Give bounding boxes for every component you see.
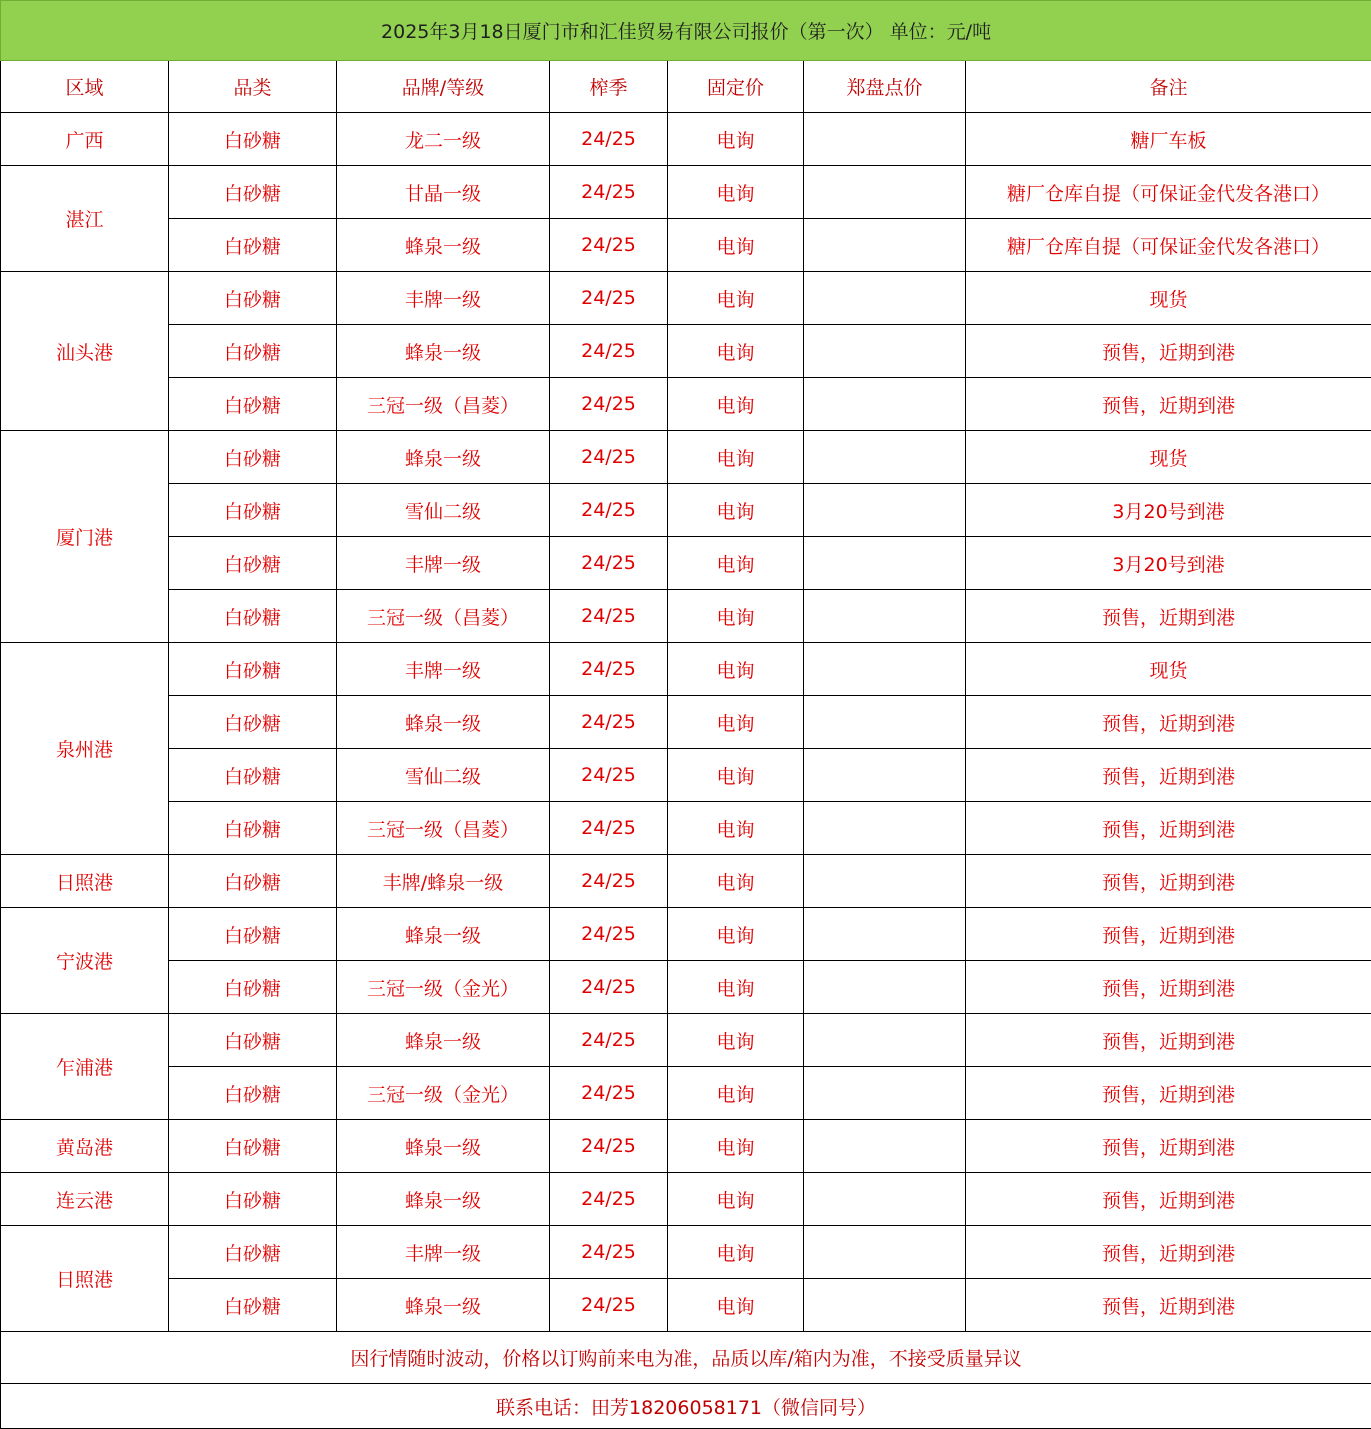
- cell-fixed-price: 电询: [668, 908, 804, 961]
- cell-season: 24/25: [550, 1014, 668, 1067]
- cell-brand-grade: 丰牌一级: [337, 643, 550, 696]
- cell-category: 白砂糖: [169, 484, 337, 537]
- cell-category: 白砂糖: [169, 961, 337, 1014]
- cell-region: 广西: [1, 113, 169, 166]
- cell-category: 白砂糖: [169, 908, 337, 961]
- table-row: [1, 1173, 1371, 1226]
- cell-brand-grade: 蜂泉一级: [337, 431, 550, 484]
- table-row: [1, 166, 1371, 219]
- cell-remark: 预售，近期到港: [966, 802, 1371, 855]
- cell-category: 白砂糖: [169, 1279, 337, 1332]
- cell-category: 白砂糖: [169, 1014, 337, 1067]
- cell-fixed-price: 电询: [668, 1120, 804, 1173]
- footer-note: 因行情随时波动，价格以订购前来电为准，品质以库/箱内为准，不接受质量异议: [1, 1332, 1371, 1384]
- cell-region: 厦门港: [1, 431, 169, 643]
- cell-brand-grade: 蜂泉一级: [337, 696, 550, 749]
- cell-futures-basis: [804, 325, 966, 378]
- cell-brand-grade: 三冠一级（金光）: [337, 961, 550, 1014]
- cell-season: 24/25: [550, 908, 668, 961]
- cell-brand-grade: 蜂泉一级: [337, 1120, 550, 1173]
- cell-fixed-price: 电询: [668, 325, 804, 378]
- table-row: [1, 378, 1371, 431]
- cell-remark: 现货: [966, 431, 1371, 484]
- cell-season: 24/25: [550, 537, 668, 590]
- cell-fixed-price: 电询: [668, 272, 804, 325]
- cell-futures-basis: [804, 166, 966, 219]
- header-brand-grade: 品牌/等级: [337, 61, 550, 113]
- cell-remark: 现货: [966, 272, 1371, 325]
- cell-season: 24/25: [550, 272, 668, 325]
- cell-brand-grade: 蜂泉一级: [337, 908, 550, 961]
- cell-category: 白砂糖: [169, 325, 337, 378]
- cell-brand-grade: 雪仙二级: [337, 749, 550, 802]
- cell-category: 白砂糖: [169, 1173, 337, 1226]
- cell-remark: 预售，近期到港: [966, 1014, 1371, 1067]
- cell-futures-basis: [804, 1014, 966, 1067]
- cell-fixed-price: 电询: [668, 855, 804, 908]
- cell-region: 黄岛港: [1, 1120, 169, 1173]
- cell-fixed-price: 电询: [668, 1173, 804, 1226]
- table-row: [1, 325, 1371, 378]
- table-row: [1, 1279, 1371, 1332]
- table-row: [1, 696, 1371, 749]
- cell-remark: 糖厂仓库自提（可保证金代发各港口）: [966, 166, 1371, 219]
- cell-season: 24/25: [550, 166, 668, 219]
- cell-region: 泉州港: [1, 643, 169, 855]
- cell-futures-basis: [804, 1120, 966, 1173]
- cell-category: 白砂糖: [169, 378, 337, 431]
- cell-remark: 预售，近期到港: [966, 378, 1371, 431]
- cell-futures-basis: [804, 1226, 966, 1279]
- cell-futures-basis: [804, 1173, 966, 1226]
- cell-brand-grade: 蜂泉一级: [337, 1173, 550, 1226]
- cell-season: 24/25: [550, 590, 668, 643]
- cell-season: 24/25: [550, 431, 668, 484]
- cell-brand-grade: 三冠一级（昌菱）: [337, 378, 550, 431]
- cell-brand-grade: 蜂泉一级: [337, 325, 550, 378]
- cell-category: 白砂糖: [169, 696, 337, 749]
- cell-region: 宁波港: [1, 908, 169, 1014]
- cell-fixed-price: 电询: [668, 961, 804, 1014]
- cell-fixed-price: 电询: [668, 696, 804, 749]
- cell-season: 24/25: [550, 855, 668, 908]
- cell-region: 连云港: [1, 1173, 169, 1226]
- cell-fixed-price: 电询: [668, 378, 804, 431]
- table-row: [1, 1226, 1371, 1279]
- cell-season: 24/25: [550, 219, 668, 272]
- table-row: [1, 113, 1371, 166]
- contact-row: [1, 1384, 1371, 1429]
- cell-season: 24/25: [550, 961, 668, 1014]
- cell-futures-basis: [804, 590, 966, 643]
- cell-fixed-price: 电询: [668, 166, 804, 219]
- cell-futures-basis: [804, 113, 966, 166]
- cell-fixed-price: 电询: [668, 1226, 804, 1279]
- cell-season: 24/25: [550, 696, 668, 749]
- cell-futures-basis: [804, 696, 966, 749]
- cell-category: 白砂糖: [169, 1226, 337, 1279]
- cell-futures-basis: [804, 378, 966, 431]
- header-season: 榨季: [550, 61, 668, 113]
- header-remark: 备注: [966, 61, 1371, 113]
- table-row: [1, 855, 1371, 908]
- cell-season: 24/25: [550, 1067, 668, 1120]
- cell-category: 白砂糖: [169, 643, 337, 696]
- table-row: [1, 961, 1371, 1014]
- cell-region: 湛江: [1, 166, 169, 272]
- cell-fixed-price: 电询: [668, 590, 804, 643]
- cell-futures-basis: [804, 219, 966, 272]
- cell-futures-basis: [804, 802, 966, 855]
- table-row: [1, 431, 1371, 484]
- cell-remark: 预售，近期到港: [966, 1226, 1371, 1279]
- title-row: [1, 1, 1371, 61]
- cell-remark: 预售，近期到港: [966, 855, 1371, 908]
- cell-season: 24/25: [550, 484, 668, 537]
- cell-futures-basis: [804, 855, 966, 908]
- cell-remark: 预售，近期到港: [966, 325, 1371, 378]
- cell-fixed-price: 电询: [668, 643, 804, 696]
- cell-category: 白砂糖: [169, 166, 337, 219]
- cell-season: 24/25: [550, 802, 668, 855]
- cell-category: 白砂糖: [169, 272, 337, 325]
- cell-fixed-price: 电询: [668, 749, 804, 802]
- cell-brand-grade: 三冠一级（昌菱）: [337, 590, 550, 643]
- cell-season: 24/25: [550, 378, 668, 431]
- header-category: 品类: [169, 61, 337, 113]
- table-row: [1, 272, 1371, 325]
- table-row: [1, 908, 1371, 961]
- contact-info: 联系电话：田芳18206058171（微信同号）: [1, 1384, 1371, 1429]
- cell-region: 日照港: [1, 855, 169, 908]
- cell-remark: 预售，近期到港: [966, 1173, 1371, 1226]
- cell-category: 白砂糖: [169, 855, 337, 908]
- cell-futures-basis: [804, 908, 966, 961]
- cell-category: 白砂糖: [169, 590, 337, 643]
- cell-futures-basis: [804, 961, 966, 1014]
- cell-fixed-price: 电询: [668, 537, 804, 590]
- cell-futures-basis: [804, 484, 966, 537]
- cell-fixed-price: 电询: [668, 484, 804, 537]
- cell-brand-grade: 蜂泉一级: [337, 1279, 550, 1332]
- table-row: [1, 1014, 1371, 1067]
- cell-season: 24/25: [550, 325, 668, 378]
- cell-futures-basis: [804, 749, 966, 802]
- cell-brand-grade: 丰牌/蜂泉一级: [337, 855, 550, 908]
- cell-remark: 预售，近期到港: [966, 908, 1371, 961]
- cell-remark: 预售，近期到港: [966, 1279, 1371, 1332]
- table-row: [1, 537, 1371, 590]
- cell-brand-grade: 龙二一级: [337, 113, 550, 166]
- cell-region: 汕头港: [1, 272, 169, 431]
- header-region: 区域: [1, 61, 169, 113]
- cell-category: 白砂糖: [169, 802, 337, 855]
- cell-remark: 3月20号到港: [966, 537, 1371, 590]
- cell-fixed-price: 电询: [668, 1067, 804, 1120]
- cell-futures-basis: [804, 643, 966, 696]
- cell-fixed-price: 电询: [668, 1014, 804, 1067]
- cell-remark: 预售，近期到港: [966, 590, 1371, 643]
- cell-remark: 糖厂仓库自提（可保证金代发各港口）: [966, 219, 1371, 272]
- cell-category: 白砂糖: [169, 113, 337, 166]
- cell-category: 白砂糖: [169, 431, 337, 484]
- header-futures-basis: 郑盘点价: [804, 61, 966, 113]
- cell-season: 24/25: [550, 1279, 668, 1332]
- cell-fixed-price: 电询: [668, 802, 804, 855]
- header-row: [1, 61, 1371, 113]
- table-row: [1, 484, 1371, 537]
- cell-brand-grade: 雪仙二级: [337, 484, 550, 537]
- page-title: 2025年3月18日厦门市和汇佳贸易有限公司报价（第一次） 单位：元/吨: [1, 1, 1371, 61]
- cell-remark: 预售，近期到港: [966, 1120, 1371, 1173]
- cell-region: 乍浦港: [1, 1014, 169, 1120]
- cell-region: 日照港: [1, 1226, 169, 1332]
- cell-season: 24/25: [550, 113, 668, 166]
- table-row: [1, 219, 1371, 272]
- cell-remark: 现货: [966, 643, 1371, 696]
- cell-futures-basis: [804, 272, 966, 325]
- cell-brand-grade: 三冠一级（金光）: [337, 1067, 550, 1120]
- cell-season: 24/25: [550, 1226, 668, 1279]
- cell-category: 白砂糖: [169, 1067, 337, 1120]
- cell-remark: 预售，近期到港: [966, 749, 1371, 802]
- cell-category: 白砂糖: [169, 219, 337, 272]
- cell-remark: 预售，近期到港: [966, 1067, 1371, 1120]
- cell-futures-basis: [804, 537, 966, 590]
- cell-futures-basis: [804, 431, 966, 484]
- cell-fixed-price: 电询: [668, 1279, 804, 1332]
- cell-remark: 3月20号到港: [966, 484, 1371, 537]
- cell-season: 24/25: [550, 643, 668, 696]
- cell-brand-grade: 蜂泉一级: [337, 1014, 550, 1067]
- cell-brand-grade: 丰牌一级: [337, 272, 550, 325]
- cell-remark: 预售，近期到港: [966, 696, 1371, 749]
- cell-category: 白砂糖: [169, 1120, 337, 1173]
- table-row: [1, 749, 1371, 802]
- header-fixed-price: 固定价: [668, 61, 804, 113]
- cell-brand-grade: 蜂泉一级: [337, 219, 550, 272]
- table-row: [1, 802, 1371, 855]
- cell-season: 24/25: [550, 1173, 668, 1226]
- cell-fixed-price: 电询: [668, 113, 804, 166]
- cell-brand-grade: 三冠一级（昌菱）: [337, 802, 550, 855]
- table-row: [1, 1067, 1371, 1120]
- cell-season: 24/25: [550, 1120, 668, 1173]
- cell-fixed-price: 电询: [668, 219, 804, 272]
- cell-category: 白砂糖: [169, 537, 337, 590]
- cell-futures-basis: [804, 1067, 966, 1120]
- cell-fixed-price: 电询: [668, 431, 804, 484]
- table-row: [1, 643, 1371, 696]
- footer-note-row: [1, 1332, 1371, 1384]
- table-row: [1, 590, 1371, 643]
- cell-brand-grade: 甘晶一级: [337, 166, 550, 219]
- cell-remark: 预售，近期到港: [966, 961, 1371, 1014]
- cell-brand-grade: 丰牌一级: [337, 537, 550, 590]
- cell-futures-basis: [804, 1279, 966, 1332]
- cell-brand-grade: 丰牌一级: [337, 1226, 550, 1279]
- cell-category: 白砂糖: [169, 749, 337, 802]
- cell-season: 24/25: [550, 749, 668, 802]
- table-row: [1, 1120, 1371, 1173]
- cell-remark: 糖厂车板: [966, 113, 1371, 166]
